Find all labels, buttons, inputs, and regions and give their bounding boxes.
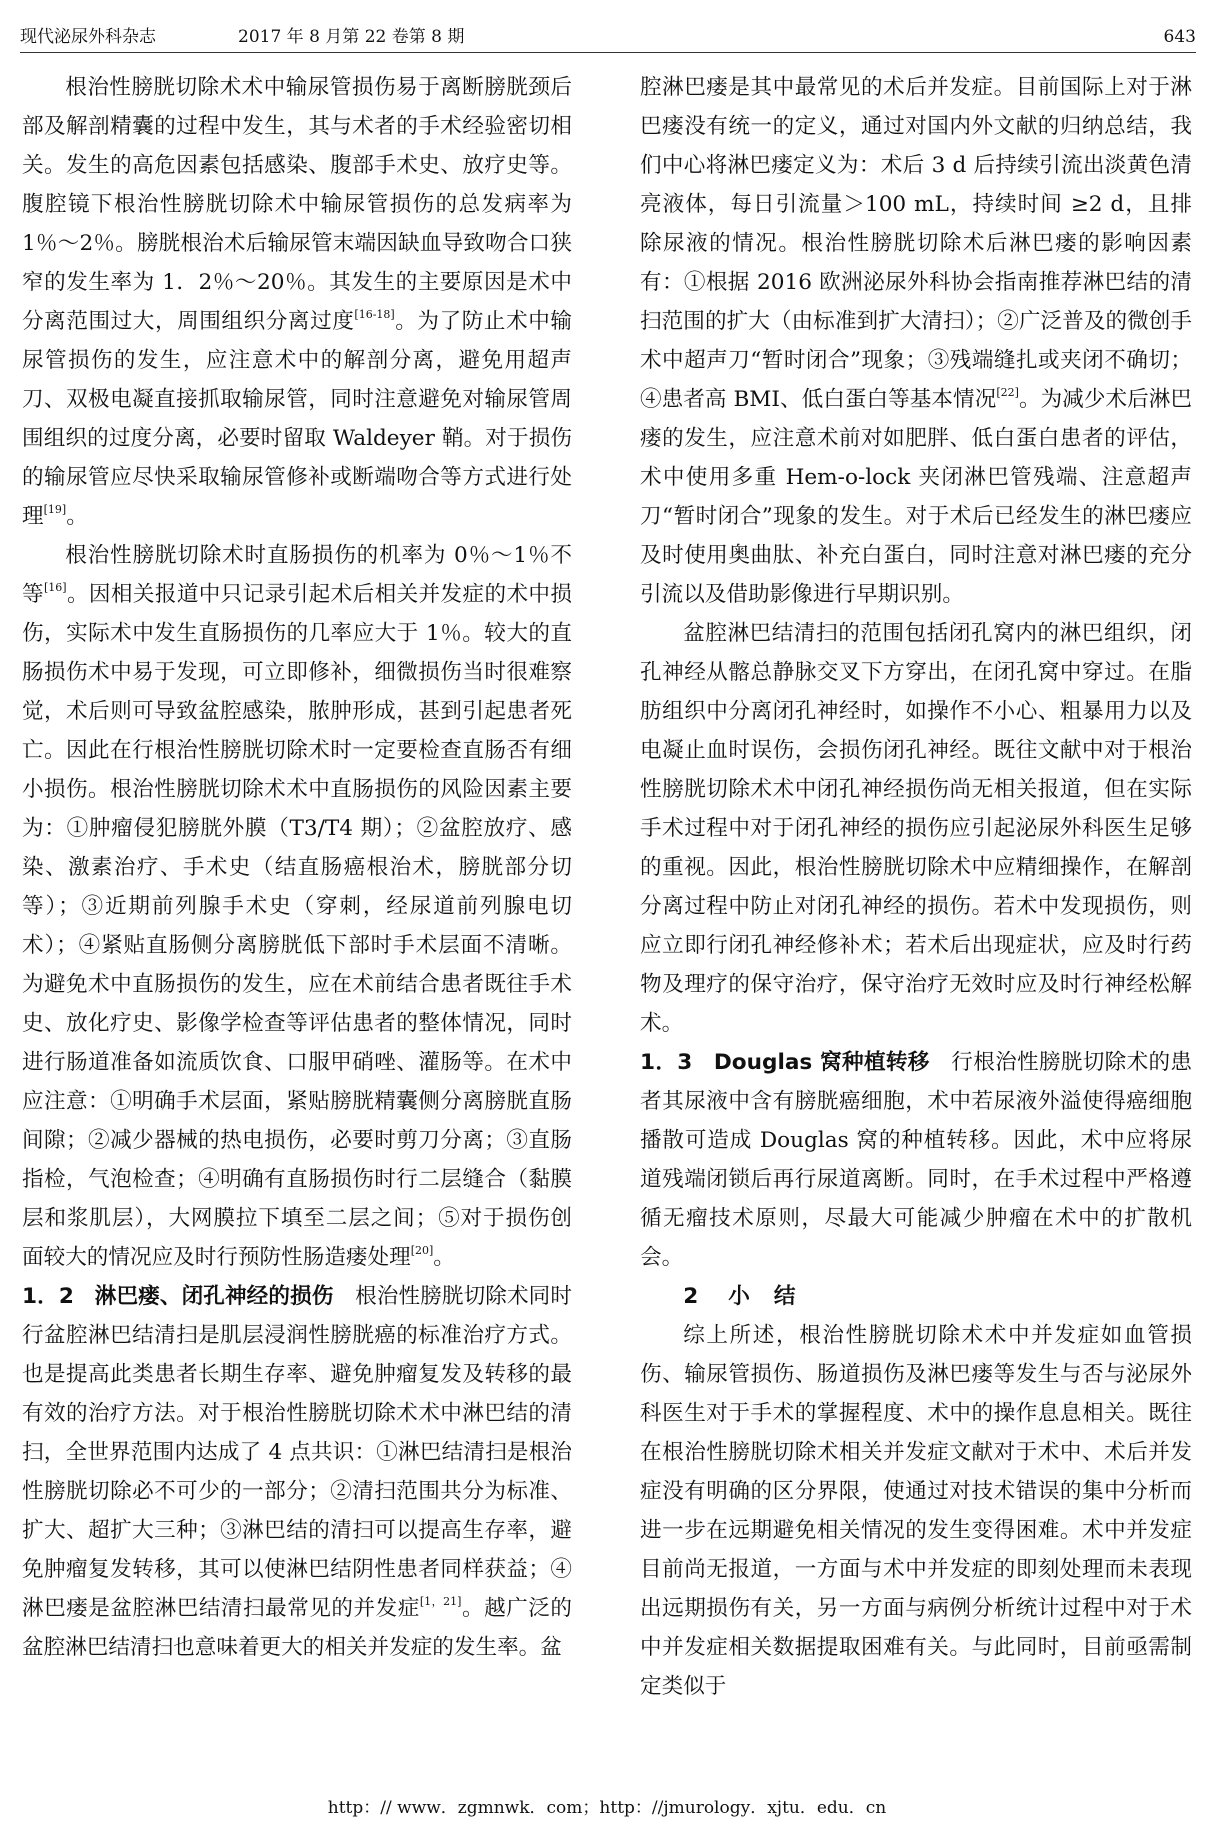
text-span: 。因相关报道中只记录引起术后相关并发症的术中损伤，实际术中发生直肠损伤的几率应大于 1％。较大的直肠损伤术中易于发现，可立即修补，细微损伤当时很难察觉，术后则可导致盆腔感染，脓肿形成，甚到引起患者死亡。因此在行根治性膀胱切除术时一定要检查直肠否有细小损伤。根治性膀胱切除术术中直肠损伤的风险因素主要为：①肿瘤侵犯膀胱外膜（T3/T4 期）；②盆腔放疗、感染、激素治疗、手术史（结直肠癌根治术，膀胱部分切等）；③近期前列腺手术史（穿刺，经尿道前列腺电切术）；④紧贴直肠侧分离膀胱低下部时手术层面不清晰。为避免术中直肠损伤的发生，应在术前结合患者既往手术史、放化疗史、影像学检查等评估患者的整体情况，同时进行肠道准备如流质饮食、口服甲硝唑、灌肠等。在术中应注意：①明确手术层面，紧贴膀胱精囊侧分离膀胱直肠间隙；②减少器械的热电损伤，必要时剪刀分离；③直肠指检，气泡检查；④明确有直肠损伤时行二层缝合（黏膜层和浆肌层），大网膜拉下填至二层之间；⑤对于损伤创面较大的情况应及时行预防性肠造瘘处理	[22, 582, 572, 1270]
paragraph-ureter-injury	[22, 68, 572, 536]
text-span: 。越广泛的盆腔淋巴结清扫也意味着更大的相关并发症的发生率。盆	[22, 1596, 572, 1660]
text-span: 腔淋巴瘘是其中最常见的术后并发症。目前国际上对于淋巴瘘没有统一的定义，通过对国内外文献的归纳总结，我们中心将淋巴瘘定义为：术后 3 d 后持续引流出淡黄色清亮液体，每日引流量＞100 mL，持续时间 ≥2 d，且排除尿液的情况。根治性膀胱切除术后淋巴瘘的影响因素有：①根据 2016 欧洲泌尿外科协会指南推荐淋巴结的清扫范围的扩大（由标准到扩大清扫）；②广泛普及的微创手术中超声刀“暂时闭合”现象；③残端缝扎或夹闭不确切；④患者高 BMI、低白蛋白等基本情况	[640, 75, 1192, 412]
footer-urls: http：// www．zgmnwk．com；http：//jmurology．xjtu．edu．cn	[327, 1798, 887, 1818]
paragraph-rectal-injury	[22, 536, 572, 1277]
text-span: 根治性膀胱切除术时直肠损伤的机率为 0％～1％不等	[22, 543, 572, 607]
section-number: 1．3	[640, 1050, 693, 1075]
text-span: 根治性膀胱切除术术中输尿管损伤易于离断膀胱颈后部及解剖精囊的过程中发生，其与术者的手术经验密切相关。发生的高危因素包括感染、腹部手术史、放疗史等。腹腔镜下根治性膀胱切除术中输尿管损伤的总发病率为 1％～2％。膀胱根治术后输尿管末端因缺血导致吻合口狭窄的发生率为 1．2％～20％。其发生的主要原因是术中分离范围过大，周围组织分离过度	[22, 75, 572, 334]
section-1-2-paragraph	[22, 1277, 572, 1667]
left-column	[22, 68, 572, 1667]
text-span: 根治性膀胱切除术同时行盆腔淋巴结清扫是肌层浸润性膀胱癌的标准治疗方式。也是提高此类患者长期生存率、避免肿瘤复发及转移的最有效的治疗方法。对于根治性膀胱切除术术中淋巴结的清扫，全世界范围内达成了 4 点共识：①淋巴结清扫是根治性膀胱切除必不可少的一部分；②清扫范围共分为标准、扩大、超扩大三种；③淋巴结的清扫可以提高生存率，避免肿瘤复发转移，其可以使淋巴结阴性患者同样获益；④淋巴瘘是盆腔淋巴结清扫最常见的并发症	[22, 1284, 572, 1621]
text-span: 。	[66, 504, 88, 529]
right-column	[640, 68, 1192, 1706]
section-2-heading	[640, 1277, 1192, 1316]
page-number: 643	[1163, 27, 1196, 47]
citation-ref: [16]	[43, 581, 67, 594]
section-number: 2	[683, 1284, 699, 1309]
text-span: 。为减少术后淋巴瘘的发生，应注意术前对如肥胖、低白蛋白患者的评估，术中使用多重 Hem-o-lock 夹闭淋巴管残端、注意超声刀“暂时闭合”现象的发生。对于术后已经发生的淋巴瘘应及时使用奥曲肽、补充白蛋白，同时注意对淋巴瘘的充分引流以及借助影像进行早期识别。	[640, 387, 1192, 607]
section-title: 淋巴瘘、闭孔神经的损伤	[94, 1284, 334, 1309]
issue-info: 2017 年 8 月第 22 卷第 8 期	[238, 27, 465, 47]
citation-ref: [20]	[410, 1244, 434, 1257]
journal-name: 现代泌尿外科杂志	[20, 27, 156, 47]
section-1-3-paragraph	[640, 1043, 1192, 1277]
section-title: Douglas 窝种植转移	[713, 1050, 930, 1075]
citation-ref: [22]	[996, 386, 1019, 399]
citation-ref: [16-18]	[354, 308, 395, 321]
text-span: 。	[433, 1245, 455, 1270]
paragraph-summary: 综上所述，根治性膀胱切除术术中并发症如血管损伤、输尿管损伤、肠道损伤及淋巴瘘等发生与否与泌尿外科医生对于手术的掌握程度、术中的操作息息相关。既往在根治性膀胱切除术相关并发症文献对于术中、术后并发症没有明确的区分界限，使通过对技术错误的集中分析而进一步在远期避免相关情况的发生变得困难。术中并发症目前尚无报道，一方面与术中并发症的即刻处理而未表现出远期损伤有关，另一方面与病例分析统计过程中对于术中并发症相关数据提取困难有关。与此同时，目前亟需制定类似于	[640, 1323, 1192, 1699]
running-header	[20, 22, 1196, 53]
text-span: 行根治性膀胱切除术的患者其尿液中含有膀胱癌细胞，术中若尿液外溢使得癌细胞播散可造成 Douglas 窝的种植转移。因此，术中应将尿道残端闭锁后再行尿道离断。同时，在手术过程中严格遵循无瘤技术原则，尽最大可能减少肿瘤在术中的扩散机会。	[640, 1050, 1193, 1270]
text-span: 。为了防止术中输尿管损伤的发生，应注意术中的解剖分离，避免用超声刀、双极电凝直接抓取输尿管，同时注意避免对输尿管周围组织的过度分离，必要时留取 Waldeyer 鞘。对于损伤的输尿管应尽快采取输尿管修补或断端吻合等方式进行处理	[22, 309, 572, 529]
paragraph-obturator-nerve: 盆腔淋巴结清扫的范围包括闭孔窝内的淋巴组织，闭孔神经从髂总静脉交叉下方穿出，在闭孔窝中穿过。在脂肪组织中分离闭孔神经时，如操作不小心、粗暴用力以及电凝止血时误伤，会损伤闭孔神经。既往文献中对于根治性膀胱切除术术中闭孔神经损伤尚无相关报道，但在实际手术过程中对于闭孔神经的损伤应引起泌尿外科医生足够的重视。因此，根治性膀胱切除术中应精细操作，在解剖分离过程中防止对闭孔神经的损伤。若术中发现损伤，则应立即行闭孔神经修补术；若术后出现症状，应及时行药物及理疗的保守治疗，保守治疗无效时应及时行神经松解术。	[640, 621, 1192, 1036]
citation-ref: [19]	[43, 503, 67, 516]
citation-ref: [1，21]	[419, 1595, 462, 1608]
section-number: 1．2	[22, 1284, 74, 1309]
section-title: 小结	[728, 1284, 820, 1309]
paragraph-lymphatic-fistula	[640, 68, 1192, 614]
